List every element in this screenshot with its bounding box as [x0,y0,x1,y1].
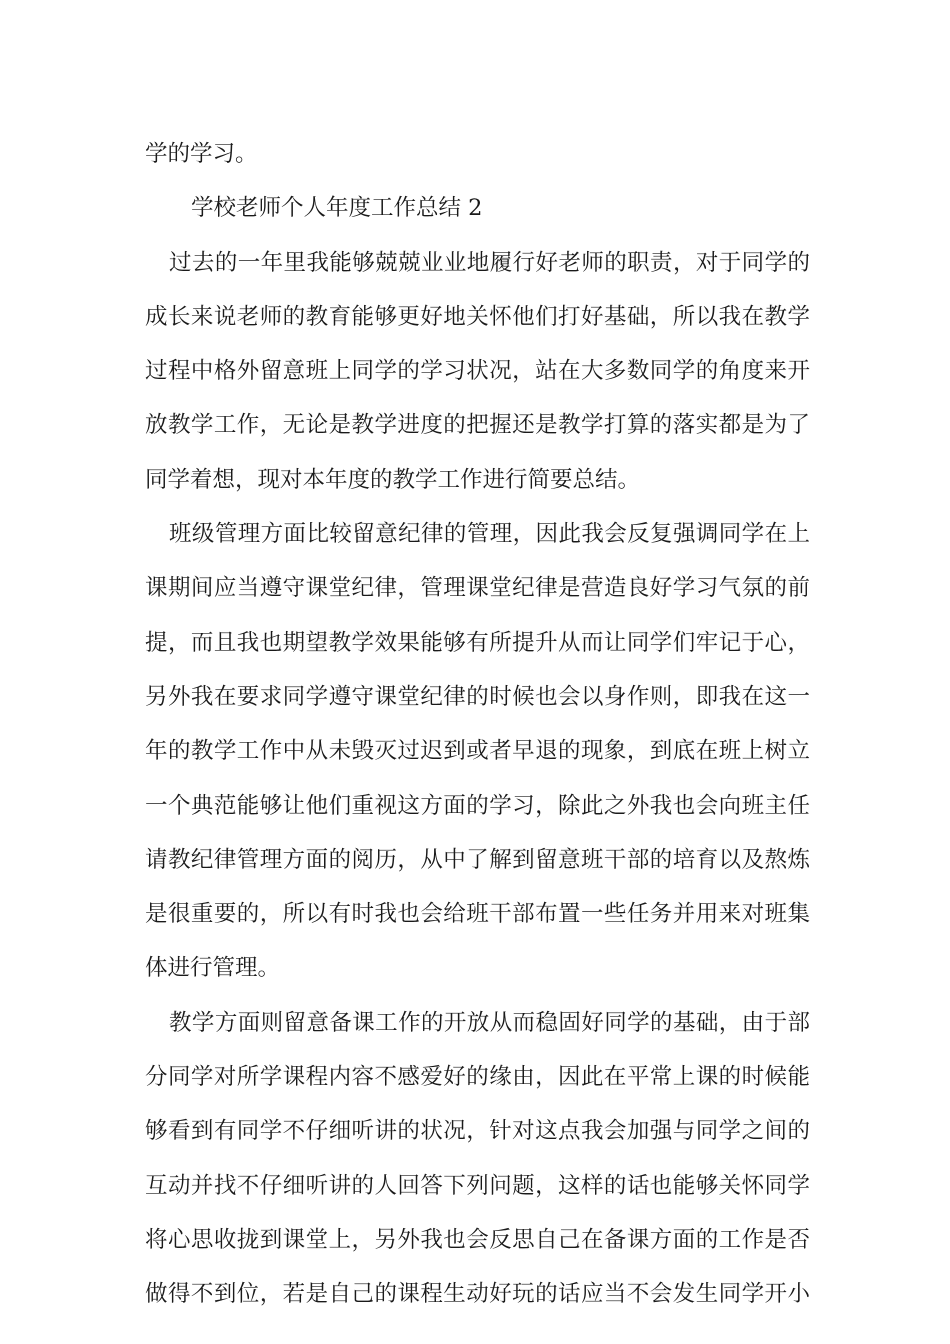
document-body [145,127,810,1322]
text-line: 年的教学工作中从未毁灭过迟到或者早退的现象，到底在班上树立 [145,738,810,765]
heading-text: 学校老师个人年度工作总结 2 [191,195,483,222]
text-line: 同学着想，现对本年度的教学工作进行简要总结。 [145,466,641,493]
text-line: 是很重要的，所以有时我也会给班干部布置一些任务并用来对班集 [145,901,810,928]
paragraph-intro [145,236,810,507]
text-line: 做得不到位，若是自己的课程生动好玩的话应当不会发生同学开小 [145,1281,810,1308]
section-heading [145,181,810,235]
text-line: 放教学工作，无论是教学进度的把握还是教学打算的落实都是为了 [145,412,810,439]
text-line: 成长来说老师的教育能够更好地关怀他们打好基础，所以我在教学 [145,303,810,330]
text-line: 将心思收拢到课堂上，另外我也会反思自己在备课方面的工作是否 [145,1226,810,1253]
text-line: 教学方面则留意备课工作的开放从而稳固好同学的基础，由于部 [169,1009,810,1036]
text-line: 互动并找不仔细听讲的人回答下列问题，这样的话也能够关怀同学 [145,1172,810,1199]
text-line: 分同学对所学课程内容不感爱好的缘由，因此在平常上课的时候能 [145,1064,810,1091]
paragraph-class-management [145,507,810,996]
text-line: 体进行管理。 [145,955,281,982]
paragraph-continuation [145,127,810,181]
text-line: 学的学习。 [145,141,258,167]
text-line: 过程中格外留意班上同学的学习状况，站在大多数同学的角度来开 [145,358,810,385]
paragraph-teaching [145,996,810,1322]
text-line: 班级管理方面比较留意纪律的管理，因此我会反复强调同学在上 [169,521,810,548]
text-line: 另外我在要求同学遵守课堂纪律的时候也会以身作则，即我在这一 [145,683,810,710]
text-line: 请教纪律管理方面的阅历，从中了解到留意班干部的培育以及熬炼 [145,846,810,873]
text-line: 提，而且我也期望教学效果能够有所提升从而让同学们牢记于心， [145,629,810,656]
text-line: 一个典范能够让他们重视这方面的学习，除此之外我也会向班主任 [145,792,810,819]
text-line: 够看到有同学不仔细听讲的状况，针对这点我会加强与同学之间的 [145,1118,810,1145]
text-line: 过去的一年里我能够兢兢业业地履行好老师的职责，对于同学的 [169,249,810,276]
text-line: 课期间应当遵守课堂纪律，管理课堂纪律是营造良好学习气氛的前 [145,575,810,602]
